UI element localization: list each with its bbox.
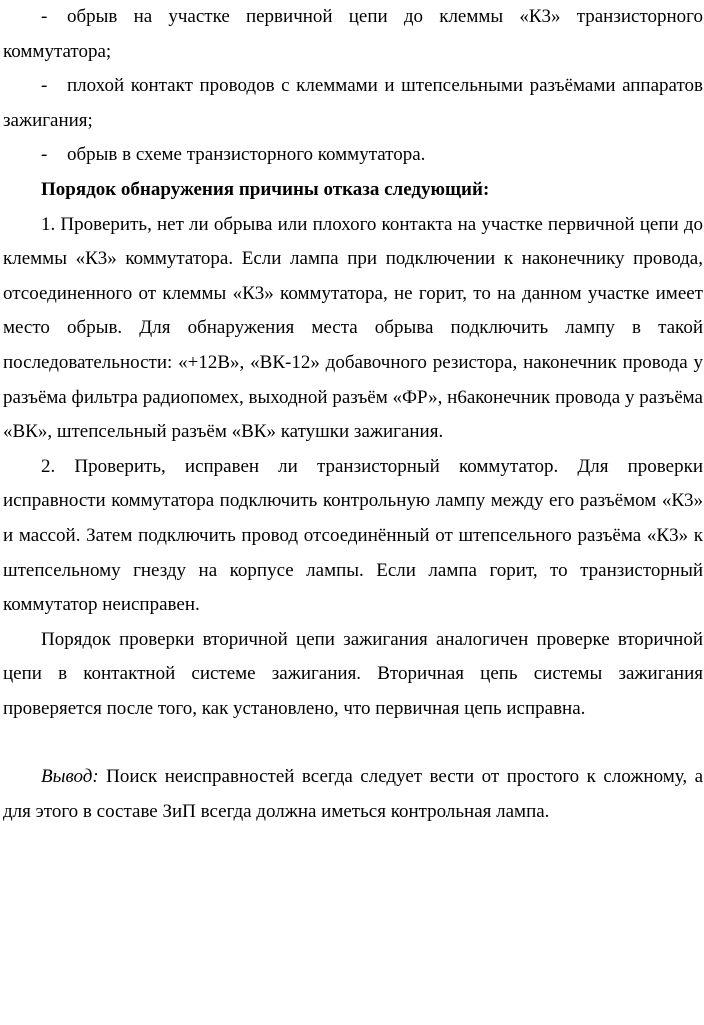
step-paragraph-2: 2. Проверить, исправен ли транзисторный коммутатор. Для проверки исправности коммутатора подключить контрольную лампу между его разъёмом «К3» и массой. Затем подключить провод отсоединённый от штепсельного разъёма «К3» к штепсельному гнезду на корпусе лампы. Если лампа горит, то транзисторный коммутатор неисправен. xyxy=(3,455,703,616)
bullet-text: плохой контакт проводов с клеммами и штепсельными разъёмами аппаратов зажигания; xyxy=(3,75,703,131)
bullet-dash: - xyxy=(41,75,48,97)
bullet-item xyxy=(3,138,703,173)
bullet-dash: - xyxy=(41,6,48,27)
bullet-item xyxy=(3,0,703,69)
conclusion-text: Поиск неисправностей всегда следует вести от простого к сложному, а для этого в составе ЗиП всегда должна иметься контрольная лампа. xyxy=(3,766,704,823)
section-heading: Порядок обнаружения причины отказа следующий: xyxy=(41,178,490,200)
secondary-circuit-paragraph: Порядок проверки вторичной цепи зажигания аналогичен проверке вторичной цепи в контактной системе зажигания. Вторичная цепь системы зажигания проверяется после того, как установлено, что первичная цепь исправна. xyxy=(3,628,703,719)
bullet-text: обрыв на участке первичной цепи до клеммы «К3» транзисторного коммутатора; xyxy=(3,6,703,62)
bullet-text: обрыв в схеме транзисторного коммутатора. xyxy=(67,144,426,166)
bullet-item xyxy=(3,69,703,138)
step-paragraph-1: 1. Проверить, нет ли обрыва или плохого контакта на участке первичной цепи до клеммы «К3» коммутатора. Если лампа при подключении к наконечнику провода, отсоединенного от клеммы «К3» коммутатора, не горит, то на данном участке имеет место обрыв. Для обнаружения места обрыва подключить лампу в такой последовательности: «+12В», «ВК-12» добавочного резистора, наконечник провода у разъёма фильтра радиопомех, выходной разъём «ФР», н6аконечник провода у разъёма «ВК», штепсельный разъём «ВК» катушки зажигания. xyxy=(3,213,703,443)
document-page xyxy=(3,0,703,830)
conclusion-paragraph xyxy=(3,760,703,829)
bullet-dash: - xyxy=(41,144,48,166)
conclusion-label: Вывод: xyxy=(41,766,99,788)
paragraph-gap xyxy=(3,726,703,760)
